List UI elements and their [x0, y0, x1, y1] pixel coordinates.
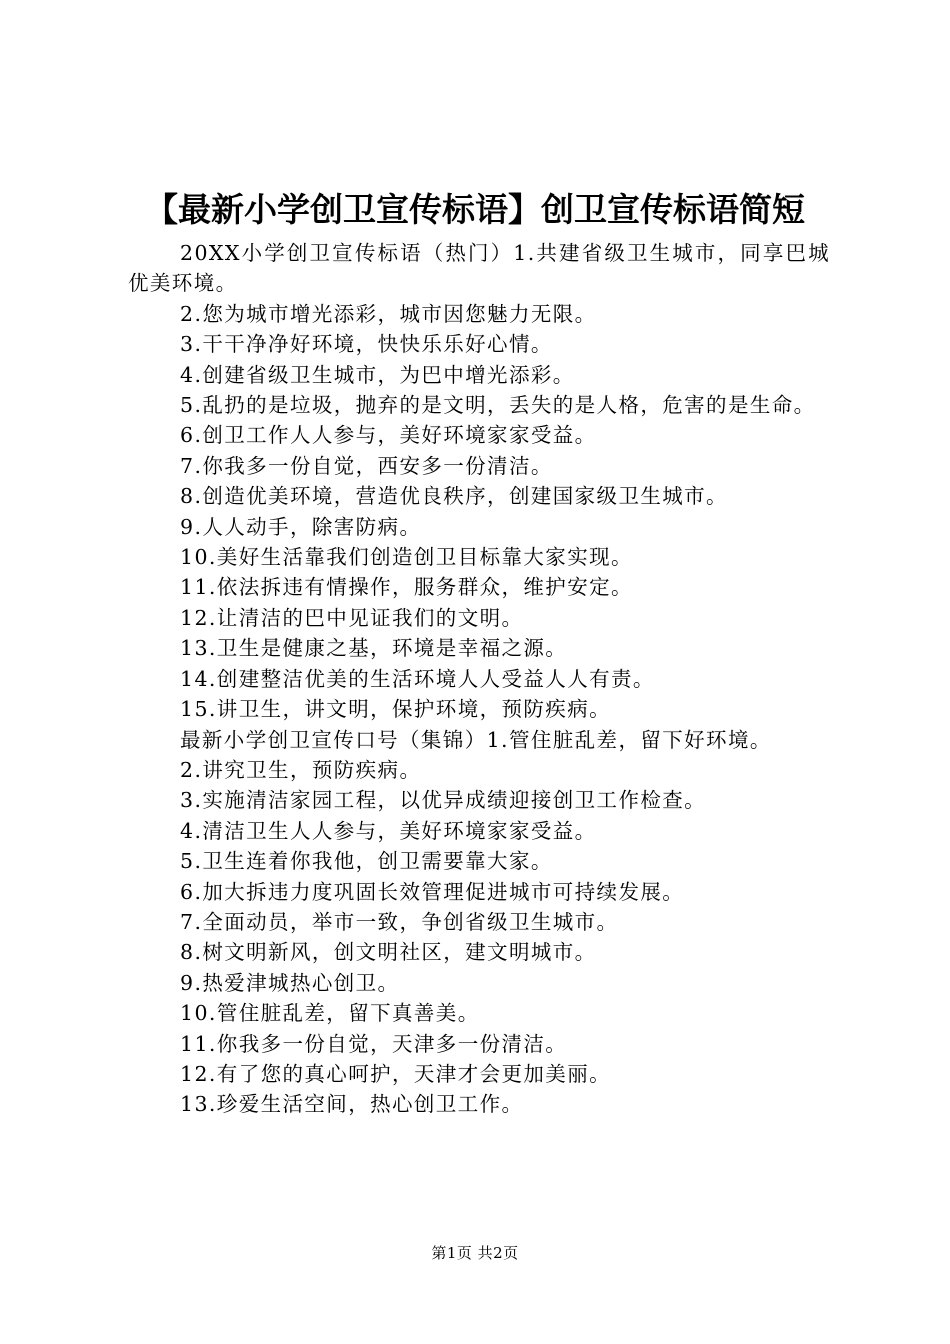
- paragraph: 3.实施清洁家园工程，以优异成绩迎接创卫工作检查。: [180, 788, 707, 813]
- paragraph: 5.卫生连着你我他，创卫需要靠大家。: [180, 849, 553, 874]
- paragraph: 11.依法拆违有情操作，服务群众，维护安定。: [180, 575, 633, 600]
- paragraph: 20XX小学创卫宣传标语（热门）1.共建省级卫生城市，同享巴城优美环境。: [128, 241, 830, 296]
- paragraph: 7.你我多一份自觉，西安多一份清洁。: [180, 453, 553, 478]
- document-body: [128, 238, 830, 1120]
- paragraph: 13.珍爱生活空间，热心创卫工作。: [180, 1092, 524, 1117]
- paragraph: 11.你我多一份自觉，天津多一份清洁。: [180, 1031, 568, 1056]
- page-footer: 第1页 共2页: [431, 1244, 519, 1262]
- paragraph: 12.让清洁的巴中见证我们的文明。: [180, 605, 524, 630]
- paragraph: 7.全面动员，举市一致，争创省级卫生城市。: [180, 909, 619, 934]
- paragraph: 5.乱扔的是垃圾，抛弃的是文明，丢失的是人格，危害的是生命。: [180, 393, 816, 418]
- paragraph: 10.美好生活靠我们创造创卫目标靠大家实现。: [180, 545, 633, 570]
- paragraph: 最新小学创卫宣传口号（集锦）1.管住脏乱差，留下好环境。: [180, 727, 772, 752]
- paragraph: 6.创卫工作人人参与，美好环境家家受益。: [180, 423, 597, 448]
- paragraph: 9.热爱津城热心创卫。: [180, 970, 400, 995]
- paragraph: 8.创造优美环境，营造优良秩序，创建国家级卫生城市。: [180, 484, 728, 509]
- paragraph: 6.加大拆违力度巩固长效管理促进城市可持续发展。: [180, 879, 685, 904]
- paragraph: 4.清洁卫生人人参与，美好环境家家受益。: [180, 818, 597, 843]
- paragraph: 3.干干净净好环境，快快乐乐好心情。: [180, 332, 553, 357]
- paragraph: 4.创建省级卫生城市，为巴中增光添彩。: [180, 362, 575, 387]
- paragraph: 2.您为城市增光添彩，城市因您魅力无限。: [180, 301, 597, 326]
- paragraph: 12.有了您的真心呵护，天津才会更加美丽。: [180, 1061, 612, 1086]
- paragraph: 2.讲究卫生，预防疾病。: [180, 757, 422, 782]
- paragraph: 14.创建整洁优美的生活环境人人受益人人有责。: [180, 666, 655, 691]
- document-title: 【最新小学创卫宣传标语】创卫宣传标语简短: [145, 190, 805, 229]
- paragraph: 15.讲卫生，讲文明，保护环境，预防疾病。: [180, 697, 612, 722]
- paragraph: 10.管住脏乱差，留下真善美。: [180, 1001, 480, 1026]
- paragraph: 8.树文明新风，创文明社区，建文明城市。: [180, 940, 597, 965]
- paragraph: 9.人人动手，除害防病。: [180, 514, 422, 539]
- paragraph: 13.卫生是健康之基，环境是幸福之源。: [180, 636, 568, 661]
